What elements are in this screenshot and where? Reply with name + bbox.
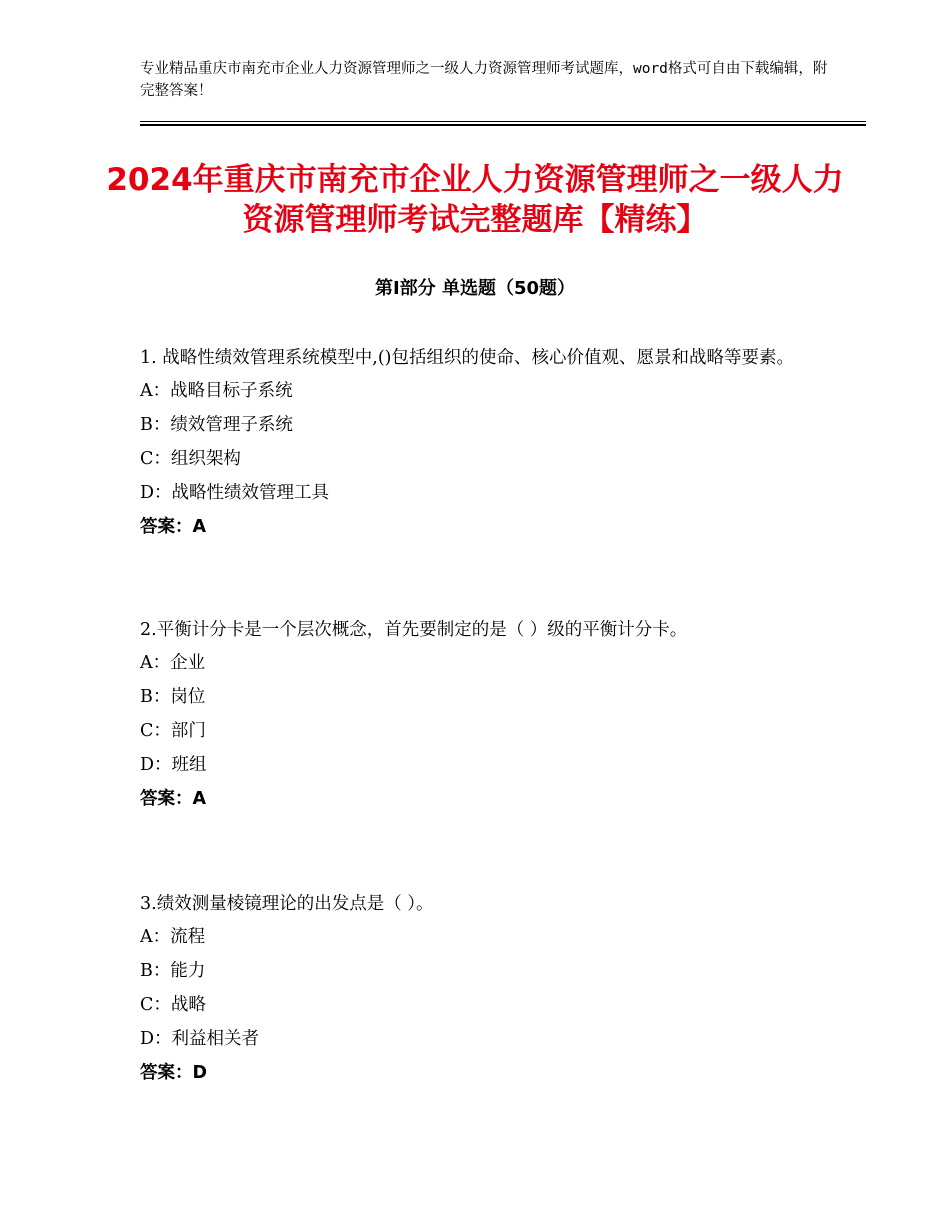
question-2 <box>140 615 800 816</box>
section-heading: 第Ⅰ部分 单选题（50题） <box>374 278 575 299</box>
option-d: D：利益相关者 <box>140 1029 260 1049</box>
header-note: 专业精品重庆市南充市企业人力资源管理师之一级人力资源管理师考试题库，word格式可自由下载编辑，附完整答案！ <box>140 61 828 99</box>
option-a: A：战略目标子系统 <box>140 381 293 401</box>
option-c: C：战略 <box>140 995 206 1015</box>
question-3 <box>140 889 800 1090</box>
option-b: B：能力 <box>140 961 206 981</box>
option-b: B：绩效管理子系统 <box>140 415 293 435</box>
question-1 <box>140 343 800 544</box>
question-stem: 3.绩效测量棱镜理论的出发点是（ ）。 <box>140 894 434 914</box>
answer: 答案：A <box>140 517 207 537</box>
document-title: 2024年重庆市南充市企业人力资源管理师之一级人力资源管理师考试完整题库【精练】 <box>106 162 844 238</box>
option-a: A：流程 <box>140 927 206 947</box>
option-d: D：班组 <box>140 755 207 775</box>
option-a: A：企业 <box>140 653 206 673</box>
option-d: D：战略性绩效管理工具 <box>140 483 330 503</box>
question-stem: 2.平衡计分卡是一个层次概念，首先要制定的是（ ）级的平衡计分卡。 <box>140 620 688 640</box>
answer: 答案：D <box>140 1063 208 1083</box>
header-divider <box>140 121 866 126</box>
option-c: C：部门 <box>140 721 206 741</box>
option-c: C：组织架构 <box>140 449 241 469</box>
option-b: B：岗位 <box>140 687 206 707</box>
answer: 答案：A <box>140 789 207 809</box>
question-stem: 1. 战略性绩效管理系统模型中,()包括组织的使命、核心价值观、愿景和战略等要素。 <box>140 348 794 368</box>
